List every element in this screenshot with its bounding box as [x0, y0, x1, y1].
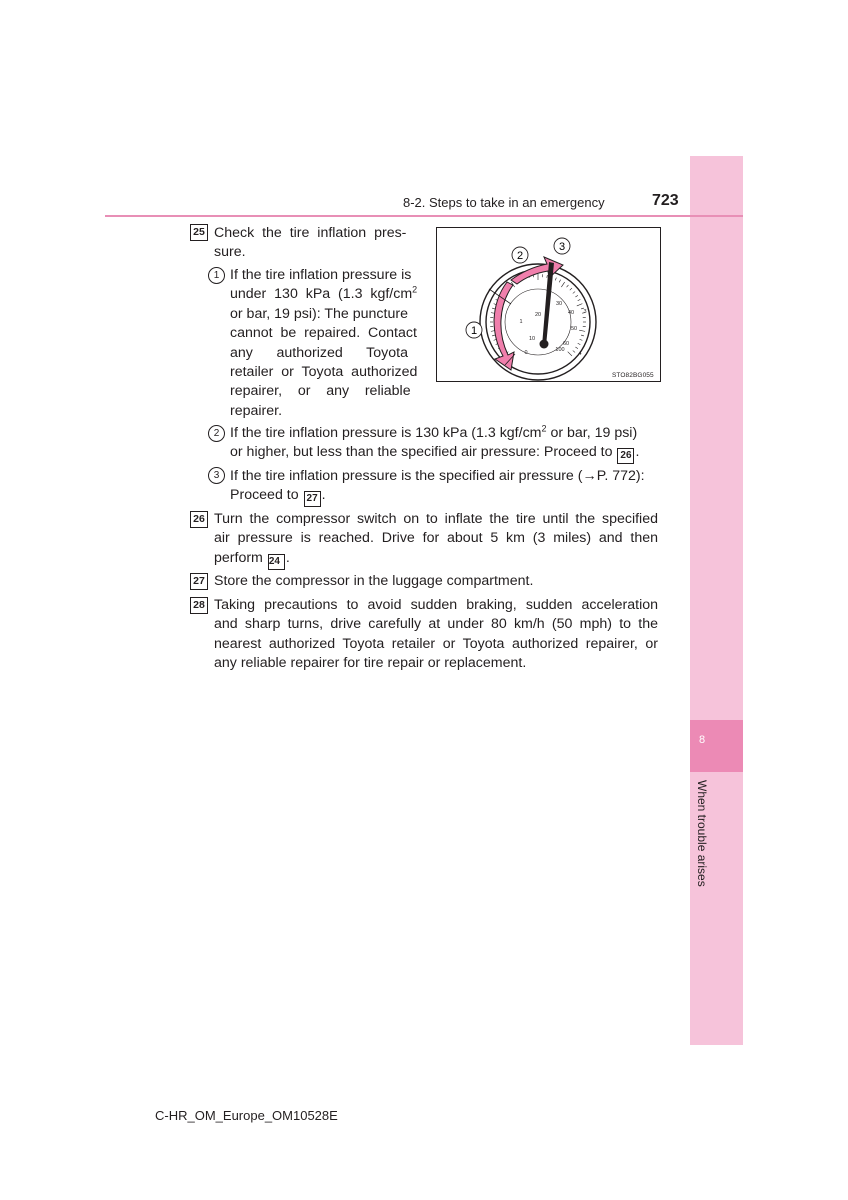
gauge-illustration [437, 228, 660, 381]
sub-item-1-line: any authorized Toyota [230, 344, 408, 361]
gauge-label: 0 [524, 350, 528, 356]
step-28-line: nearest authorized Toyota retailer or Toyota authorized repairer, or [214, 635, 658, 652]
sub-item-1-text [230, 266, 424, 421]
gauge-label: 20 [534, 312, 542, 318]
step-27-text: Store the compressor in the luggage compartment. [214, 573, 534, 589]
page-number: 723 [652, 192, 679, 209]
sub-item-3-line-part: If the tire inflation pressure is the specified air pressure ( [230, 468, 583, 484]
arrow-icon: → [582, 468, 597, 484]
step-28-text [214, 596, 658, 674]
step-25-text [214, 224, 423, 263]
chapter-label: When trouble arises [695, 780, 709, 887]
step-number-26: 26 [190, 511, 208, 528]
gauge-label: 60 [562, 341, 570, 347]
step-reference-26[interactable]: 26 [617, 448, 634, 464]
header-rule [105, 215, 743, 217]
superscript-2: 2 [412, 284, 418, 295]
gauge-label: 40 [567, 310, 575, 316]
chapter-number: 8 [698, 734, 706, 746]
step-number-27: 27 [190, 573, 208, 590]
circled-number-2: 2 [208, 425, 225, 442]
sub-item-2-line [230, 443, 662, 464]
sub-item-3-line-part: Proceed to [230, 487, 299, 504]
period: . [285, 549, 290, 566]
page-reference[interactable]: P. 772): [596, 468, 645, 484]
gauge-hub [540, 340, 549, 349]
sub-item-1-line: or bar, 19 psi): The puncture [230, 305, 408, 322]
step-26-line-part: perform [214, 549, 263, 566]
sub-item-3-line [230, 467, 662, 486]
step-28-line: Taking precautions to avoid sudden braking, sudden acceleration [214, 597, 658, 613]
section-title: 8-2. Steps to take in an emergency [403, 195, 605, 210]
sub-item-2-line-part: or bar, 19 psi) [546, 425, 638, 441]
superscript-2: 2 [541, 423, 547, 434]
callout-1: 1 [470, 325, 478, 337]
sub-item-2-text [230, 424, 662, 464]
side-tab [690, 156, 743, 1045]
gauge-label: 3 [583, 309, 587, 315]
sub-item-1-line [230, 285, 424, 304]
sub-item-2-line-part: If the tire inflation pressure is 130 kPa (1.3 kgf/cm [230, 425, 542, 441]
gauge-label: 1 [519, 319, 523, 325]
circled-number-1: 1 [208, 267, 225, 284]
sub-item-1-line: retailer or Toyota authorized [230, 364, 418, 381]
gauge-label: 10 [528, 336, 536, 342]
step-28-line: any reliable repairer for tire repair or replacement. [214, 655, 527, 672]
step-number-28: 28 [190, 597, 208, 614]
sub-item-1-line: repairer, or any reliable [230, 383, 411, 400]
sub-item-1-line: repairer. [230, 402, 283, 419]
step-28-line: and sharp turns, drive carefully at under 80 km/h (50 mph) to the [214, 616, 658, 633]
footer-doc-code: C-HR_OM_Europe_OM10528E [155, 1108, 338, 1123]
tire-pressure-gauge-figure [436, 227, 661, 382]
period: . [635, 444, 640, 461]
step-26-line: air pressure is reached. Drive for about 5 km (3 miles) and then [214, 530, 658, 547]
gauge-label: 30 [555, 301, 563, 307]
callout-2: 2 [516, 250, 524, 262]
gauge-label: 4 [578, 351, 582, 357]
gauge-label: 100 [555, 347, 565, 353]
step-26-line [214, 549, 658, 570]
chapter-tab[interactable] [690, 720, 743, 772]
sub-item-3-text [230, 467, 662, 507]
step-25-line-1: Check the tire inflation pres- [214, 225, 407, 241]
step-26-line: Turn the compressor switch on to inflate the tire until the specified [214, 511, 658, 527]
circled-number-3: 3 [208, 467, 225, 484]
sub-item-3-line [230, 486, 662, 507]
figure-code: STO82BG055 [612, 372, 654, 379]
step-reference-27[interactable]: 27 [304, 491, 321, 507]
gauge-label: 2 [548, 288, 552, 294]
sub-item-1-line: If the tire inflation pressure is [230, 267, 412, 283]
sub-item-2-line-part: or higher, but less than the specified air pressure: Proceed to [230, 444, 613, 461]
step-reference-24[interactable]: 24 [268, 554, 285, 570]
step-26-text [214, 510, 658, 570]
sub-item-1-line-part: under 130 kPa (1.3 kgf/cm [230, 286, 413, 303]
callout-3: 3 [558, 241, 566, 253]
period: . [321, 487, 326, 504]
gauge-label: 50 [570, 326, 578, 332]
sub-item-2-line [230, 424, 662, 443]
step-25-line-2: sure. [214, 244, 246, 261]
step-number-25: 25 [190, 224, 208, 241]
sub-item-1-line: cannot be repaired. Contact [230, 325, 417, 342]
